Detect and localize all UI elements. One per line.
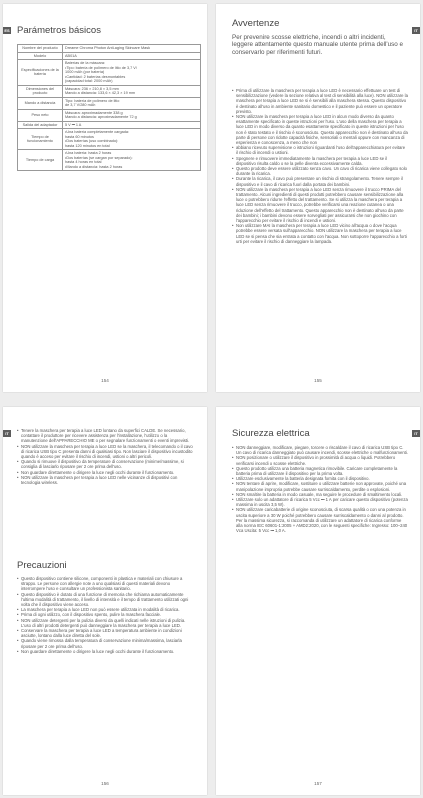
list-item: • Prima di ogni utilizzo, con il dispositivo spento, pulire la maschera facciale. [17, 612, 195, 617]
spec-value-line: Mando a distancia: aproximadamente 72 g [65, 115, 137, 119]
precautions-list [17, 576, 195, 654]
warnings-list [232, 88, 408, 244]
language-badge: IT [412, 27, 420, 34]
page-title: Parámetros básicos [17, 25, 101, 36]
list-item: • Quando si rimuove il dispositivo da temperature di conservazione (minime/massime, si consiglia di lasciarlo riposare per 2 ore prima dell'uso. [17, 459, 195, 469]
spec-value [63, 109, 201, 121]
list-item: • Utilizzare solo un adattatore di ricarica 5 Vcc ⎓ 1 A per caricare questo dispositivo (potenza massima in uscita 3,5 W). [232, 497, 408, 507]
list-item: • Tenere la maschera per terapia a luce LED lontano da superfici CALDE. Se necessario, contattare il produttore per ricevere assistenza per l'installazione, l'utilizzo o la manutenzione dell'APPARECCHIO ME o per segnalare funzionamenti o eventi imprevisti. [17, 428, 195, 444]
page-number: 154 [101, 378, 109, 383]
list-item: • NON danneggiare, modificare, piegare, torcere o riscaldare il cavo di ricarica USB tipo C. Un cavo di ricarica danneggiato può causare incendi, scosse elettriche o malfunzionamenti. [232, 445, 408, 455]
list-item: • NON utilizzare caricabatterie di origine sconosciuta, di scarsa qualità o con una potenza in uscita superiore a 30 W poiché potrebbero causare surriscaldamento o danni al prodotto. Per la massima sicurezza, si raccomanda di utilizzare un adattatore di ricarica conforme alla norma IEC 60601-1:2005 + AMD2:2020, con le seguenti specifiche: Ingresso: 100–240 Vca Uscita: 5 Vcc ⎓ 1,0 A. [232, 507, 408, 533]
spec-value-line: Dreame Chroma Photon Anti-aging Skincare Mask [65, 46, 151, 50]
section-title: Precauzioni [17, 560, 67, 571]
intro-paragraph: Per prevenire scosse elettriche, incendi o altri incidenti, leggere attentamente questo manuale utente prima dell'uso e conservarlo per riferimenti futuri. [232, 34, 403, 56]
list-item: • Conservare la maschera per terapia a luce LED a temperatura ambiente in condizioni asciutte, lontano dalla luce diretta del sole. [17, 628, 195, 638]
table-row [18, 109, 201, 121]
spec-value-line: de 3,7 V/280 mAh [65, 103, 96, 107]
table-row [18, 150, 201, 171]
spec-value [63, 129, 201, 150]
list-item: • abbiano ricevuto supervisione o istruzioni riguardanti l'uso dell'apparecchiatura per evitare il rischio di incendi o ustioni. [232, 145, 408, 155]
spec-key: Especificaciones de la batería [18, 60, 63, 86]
spec-value-line: •Cantidad: 2 baterías desmontables [65, 74, 126, 79]
list-item: • Spegnere e rimuovere immediatamente la maschera per terapia a luce LED se il dispositivo risulta caldo o se la pelle diventa eccessivamente calda. [232, 156, 408, 166]
language-badge: ES [4, 28, 10, 33]
list-item: • Questo prodotto utilizza una batteria magnetica rimovibile. Caricare completamente la batteria prima di utilizzare il dispositivo per la prima volta. [232, 466, 408, 476]
list-item: • NON tentare di aprire, modificare, sostituire o utilizzare batterie non approvate, poiché una manipolazione impropria potrebbe causare surriscaldamento, perdite o esplosioni. [232, 481, 408, 491]
spec-value [63, 85, 201, 97]
spec-value [63, 45, 201, 53]
list-item: • NON utilizzare la maschera per terapia a luce LED senza rimuovere il trucco PRIMA del trattamento. Alcuni ingredienti di questi prodotti potrebbero causare sensibilizzazione alla luce o potrebbero ridurre l'effetto del trattamento. Se si utilizza la maschera per terapia a luce LED senza rimuovere il trucco, potrebbe verificarsi una reazione cutanea o una riduzione dell'effetto del trattamento. Questo apparecchio non è destinato all'uso da parte dei bambini; i bambini devono essere sorvegliati per assicurarsi che non giochino con l'apparecchio per evitare il rischio di incendi e ustioni. [232, 187, 408, 223]
table-row [18, 129, 201, 150]
table-row [18, 60, 201, 86]
list-item: • NON utilizzare la maschera per terapia a luce LED se la maschera, il telecomando o il cavo di ricarica USB tipo C presenta danni di qualsiasi tipo. Non lasciare il dispositivo incustodito quando è acceso per evitare il rischio di incendi, ustioni o altri pericoli. [17, 444, 195, 460]
list-item: • Questo dispositivo è dotato di una funzione di memoria che richiama automaticamente l'ultima modalità di trattamento, il livello di intensità e il tempo di trattamento utilizzati ogni volta che il dispositivo viene acceso. [17, 592, 195, 608]
spec-value-line: Máscara: aproximadamente 338 g [65, 110, 123, 115]
table-row [18, 85, 201, 97]
page-number: 155 [314, 378, 322, 383]
manual-page-154 [3, 4, 207, 392]
table-row [18, 121, 201, 129]
spec-value-line: (capacidad total: 2000 mAh) [65, 79, 113, 83]
spec-value-line: Tipo: batería de polímero de litio [65, 98, 120, 103]
manual-page-156 [3, 407, 207, 795]
electrical-safety-list [232, 445, 408, 533]
manual-page-157 [216, 407, 420, 795]
spec-key: Salida del adaptador [18, 121, 63, 129]
spec-value-line: 5 V ⎓ 1 A [65, 122, 82, 127]
list-item: • Questo prodotto deve essere utilizzato senza cavo. Un cavo di ricarica viene collegato solo durante la ricarica. [232, 166, 408, 176]
list-item: • Durante la ricarica, il cavo può presentare un rischio di strangolamento. Tenere sempre il dispositivo e il cavo di ricarica fuori dalla portata dei bambini. [232, 176, 408, 186]
language-badge: IT [412, 430, 420, 437]
spec-key: Dimensiones del producto [18, 85, 63, 97]
spec-value-line: •Mando a distancia: hasta 2 horas [65, 164, 123, 169]
list-item: • La maschera per terapia a luce LED non può essere utilizzata in modalità di ricarica. [17, 607, 195, 612]
list-item: • Questo dispositivo contiene silicone, componenti in plastica e materiali con chiusure a strappo. Le persone con allergie note a uno qualsiasi di questi materiali devono interrompere l'uso e consultare un professionista sanitario. [17, 576, 195, 592]
spec-value-line: hasta 4 horas en total [65, 160, 102, 164]
spec-value-line: Baterías de la máscara: [65, 61, 106, 65]
list-item: • Non guardare direttamente o dirigere la luce negli occhi durante il funzionamento. [17, 649, 195, 654]
spec-value-line: hasta 120 minutos en total [65, 143, 110, 148]
warnings-list [17, 428, 195, 485]
list-item: • NON posizionare o utilizzare il dispositivo in prossimità di acqua o liquidi. Potrebbero verificarsi incendi o scosse elettriche. [232, 455, 408, 465]
spec-key: Tiempo de carga [18, 150, 63, 171]
table-row [18, 45, 201, 53]
spec-value-line: 1000 mAh (por batería) [65, 70, 105, 74]
specifications-table [17, 44, 201, 171]
page-title: Avvertenze [232, 18, 280, 29]
manual-page-155 [216, 4, 420, 392]
spec-key: Mando a distancia [18, 97, 63, 109]
list-item: • NON utilizzare la maschera per terapia a luce LED in alcun modo diverso da quanto esattamente specificato in queste istruzioni per l'uso. L'uso della maschera per terapia a luce LED in modo diverso da quanto esattamente specificato in queste istruzioni per l'uso non è stato testato e il rischio è sconosciuto. Questo apparecchio non è destinato all'uso da parte di persone con ridotte capacità fisiche, sensoriali o mentali oppure con mancanza di esperienza e conoscenza, a meno che non [232, 114, 408, 145]
spec-key: Modelo [18, 52, 63, 60]
page-title: Sicurezza elettrica [232, 428, 310, 439]
list-item: • Quando viene rimossa dalla temperatura di conservazione minima/massima, lasciarla riposare per 2 ore prima dell'uso. [17, 638, 195, 648]
spec-value-line: hasta 60 minutos [65, 134, 94, 139]
spec-key: Peso neto [18, 109, 63, 121]
list-item: • NON smaltire la batteria in modo casuale, ma seguire le procedure di smaltimento locali. [232, 492, 408, 497]
spec-value [63, 97, 201, 109]
list-item: • NON utilizzare detergenti per la pulizia diversi da quelli indicati nelle istruzioni di pulizia. L'uso di altri prodotti detergenti può danneggiare la maschera per terapia a luce LED. [17, 618, 195, 628]
list-item: • Utilizzare esclusivamente la batteria designata fornita con il dispositivo. [232, 476, 408, 481]
spec-value [63, 150, 201, 171]
list-item: • Non guardare direttamente o dirigere la luce negli occhi durante il funzionamento. [17, 470, 195, 475]
spec-key: Nombre del producto [18, 45, 63, 53]
spec-value [63, 52, 201, 60]
language-badge: IT [3, 430, 11, 437]
spec-value-line: Mando a distancia: 133,6 × 42,3 × 19 mm [65, 91, 136, 95]
spec-value-line: •Una batería: hasta 2 horas [65, 151, 112, 155]
spec-value [63, 60, 201, 86]
spec-value-line: •Dos baterías (uso combinado): [65, 139, 119, 143]
spec-value-line: •Dos baterías (se cargan por separado): [65, 155, 133, 160]
page-number: 156 [101, 781, 109, 786]
page-number: 157 [314, 781, 322, 786]
spec-value-line: •Tipo: batería de polímero de litio de 3,7 V/ [65, 65, 137, 70]
table-row [18, 97, 201, 109]
table-row [18, 52, 201, 60]
spec-value-line: AB01A [65, 53, 77, 58]
list-item: • Prima di utilizzare la maschera per terapia a luce LED è necessario effettuare un test di sensibilizzazione (vedere la sezione relativa al test di sensibilità alla luce). NON utilizzare la maschera per terapia a luce LED se si è sensibili alla maschera stessa. Questo dispositivo è destinato all'uso in ambiente sanitario domestico e il paziente può essere un operatore previsto. [232, 88, 408, 114]
spec-value-line: •Una batería completamente cargada: [65, 130, 130, 134]
spec-value-line: Máscara: 236 × 210,8 × 3,5 mm [65, 86, 119, 91]
list-item: • NON utilizzare la maschera per terapia a luce LED nelle vicinanze di dispositivi con tecnologia wireless. [17, 475, 195, 485]
spec-key: Tiempo de funcionamiento [18, 129, 63, 150]
list-item: • Non utilizzare MAI la maschera per terapia a luce LED vicino all'acqua o dove l'acqua potrebbe essere versata sull'apparecchio. NON utilizzare la maschera per terapia a luce LED se si pensa che sia entrata a contatto con l'acqua. Non sottoporre l'apparecchio a forti urti per evitare il rischio di danneggiare la lampada. [232, 223, 408, 244]
spec-value [63, 121, 201, 129]
